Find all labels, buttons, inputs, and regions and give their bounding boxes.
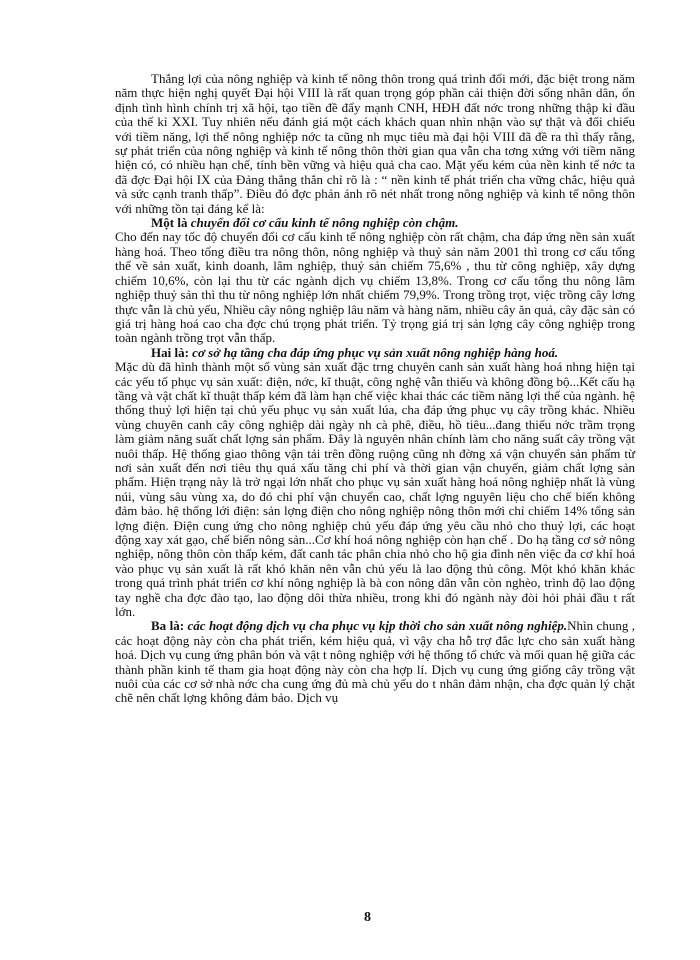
page-number: 8 <box>364 910 371 925</box>
section-3-title: các hoạt động dịch vụ cha phục vụ kịp thời cho sản xuất nông nghiệp. <box>187 618 568 634</box>
section-3-lead: Ba là: <box>151 618 185 634</box>
section-3-paragraph: Nhìn chung , các hoạt động này còn cha phát triển, kém hiệu quả, vì vậy cha hỗ trợ đắc lực cho sản xuất hàng hoá. Dịch vụ cung ứng phân bón và vật t nông nghiệp với hệ thống tổ chức và mối quan hệ giữa các thành phần kinh tế tham gia hoạt động này còn cha hợp lí. Dịch vụ cung ứng giống cây trồng vật nuôi của các cơ sở nhà nớc cha cung ứng đủ mà chủ yếu do t nhân đảm nhận, cha đợc quản lý chặt chẽ nên chất lợng không đảm bảo. Dịch vụ <box>115 618 635 706</box>
section-heading-1 <box>115 216 635 230</box>
section-2-title: cơ sở hạ tầng cha đáp ứng phục vụ sản xuất nông nghiệp hàng hoá. <box>192 344 559 360</box>
section-1-title: chuyển đổi cơ cấu kinh tế nông nghiệp còn chậm. <box>190 215 459 231</box>
intro-paragraph: Thắng lợi của nông nghiệp và kinh tế nông thôn trong quá trình đổi mới, đặc biệt trong năm năm thực hiện nghị quyết Đại hội VIII là rất quan trọng góp phần cải thiện đời sống nhân dân, ổn định tình hình chính trị xã hội, tạo tiền đề đẩy mạnh CNH, HĐH đất nớc trong những thập kỉ đầu của thế kỉ XXI. Tuy nhiên nếu đánh giá một cách khách quan nhìn nhận vào sự thật và đối chiếu với tiềm năng, lợi thế nông nghiệp nớc ta cũng nh mục tiêu mà đại hội VIII đã đề ra thì thấy rằng, sự phát triển của nông nghiệp và kinh tế nông thôn thời gian qua vẫn cha tơng xứng với tiềm năng hiện có, có nhiều hạn chế, tính bền vững và hiệu quả cha cao. Mặt yếu kém của nền kinh tế nớc ta đã đợc Đại hội IX của Đảng thẳng thắn chỉ rõ là : “ nền kinh tế phát triển cha vững chắc, hiệu quả và sức cạnh tranh thấp”. Điều đó đợc phản ánh rõ nét nhất trong nông nghiệp và kinh tế nông thôn với những tồn tại đáng kể là: <box>115 71 635 216</box>
section-2-lead: Hai là: <box>151 344 189 360</box>
section-1-paragraph: Cho đến nay tốc độ chuyển đổi cơ cấu kinh tế nông nghiệp còn rất chậm, cha đáp ứng nền sản xuất hàng hoá. Theo tổng điều tra nông thôn, nông nghiệp và thuỷ sản năm 2001 thì trong cơ cấu tổng thể về sản xuất, kinh doanh, lâm nghiệp, thuỷ sản chiếm 75,6% , thu từ công nghiệp, xây dựng chiếm 10,6%, còn lại thu từ các ngành dịch vụ chiếm 13,8%. Trong cơ cấu tổng thu nông lâm nghiệp thuỷ sản thì thu từ nông nghiệp lớn nhất chiếm 79,9%. Trong trồng trọt, việc trồng cây lơng thực vẫn là chủ yếu, Nhiều cây nông nghiệp lâu năm và hàng năm, nhiều cây ăn quả, cây đặc sản có giá trị hàng hoá cao cha đợc chú trọng phát triển. Tỷ trọng giá trị sản lợng cây công nghiệp trong toàn ngành trồng trọt vẫn thấp. <box>115 229 635 346</box>
section-2-paragraph: Mặc dù đã hình thành một số vùng sản xuất đặc trng chuyên canh sản xuất hàng hoá nhng hiện tại các yếu tố phục vụ sản xuất: điện, nớc, kĩ thuật, công nghệ vẫn thiếu và không đồng bộ...Kết cấu hạ tầng và vật chất kĩ thuật thấp kém đã làm hạn chế việc khai thác các tiềm năng lợi thế của ngành. hệ thống thuỷ lợi hiện tại chủ yếu phục vụ sản xuất lúa, cha đáp ứng phục vụ cây trồng khác. Nhiều vùng chuyên canh cây công nghiệp dài ngày nh cà phê, điều, hồ tiêu...đang thiếu nớc trầm trọng làm giảm năng suất chất lợng sản phẩm. Đây là nguyên nhân chính làm cho năng suất cây trồng vật nuôi thấp. Hệ thống giao thông vận tải trên đồng ruộng cũng nh đờng xá vận chuyển sản phẩm từ nơi sản xuất đến nơi tiêu thụ quá xấu tăng chi phí và thời gian vận chuyển, giảm chất lợng sản phẩm. Hiện trạng này là trở ngại lớn nhất cho phục vụ sản xuất hàng hoá nông nghiệp nhất là vùng núi, vùng sâu vùng xa, do đó chi phí vận chuyển cao, chất lợng nguyên liệu cho chế biến không đảm bảo. hệ thống lới điện: sản lợng điện cho nông nghiệp nông thôn mới chỉ chiếm 14% tổng sản lợng điện. Điện cung ứng cho nông nghiệp chủ yếu đáp ứng yêu cầu nhỏ cho thuỷ lợi, các hoạt động xay xát gạo, chế biến nông sản...Cơ khí hoá nông nghiệp còn hạn chế . Do hạ tầng cơ sở nông nghiệp, nông thôn còn thấp kém, đất canh tác phân chia nhỏ cho hộ gia đình nên việc đa cơ khí hoá vào phục vụ sản xuất là rất khó khăn nên vẫn chủ yếu là lao động thủ công. Một khó khăn khác trong quá trình phát triển cơ khí nông nghiệp là bà con nông dân vẫn còn nghèo, trình độ lao động tay nghề cha đợc đào tạo, lao động dôi thừa nhiều, trong khi đó ngành này đòi hỏi phải đầu t rất lớn. <box>115 359 635 620</box>
section-1-lead: Một là <box>151 215 188 231</box>
document-page <box>115 72 635 706</box>
section-heading-2 <box>115 346 635 360</box>
section-heading-3 <box>115 619 635 705</box>
